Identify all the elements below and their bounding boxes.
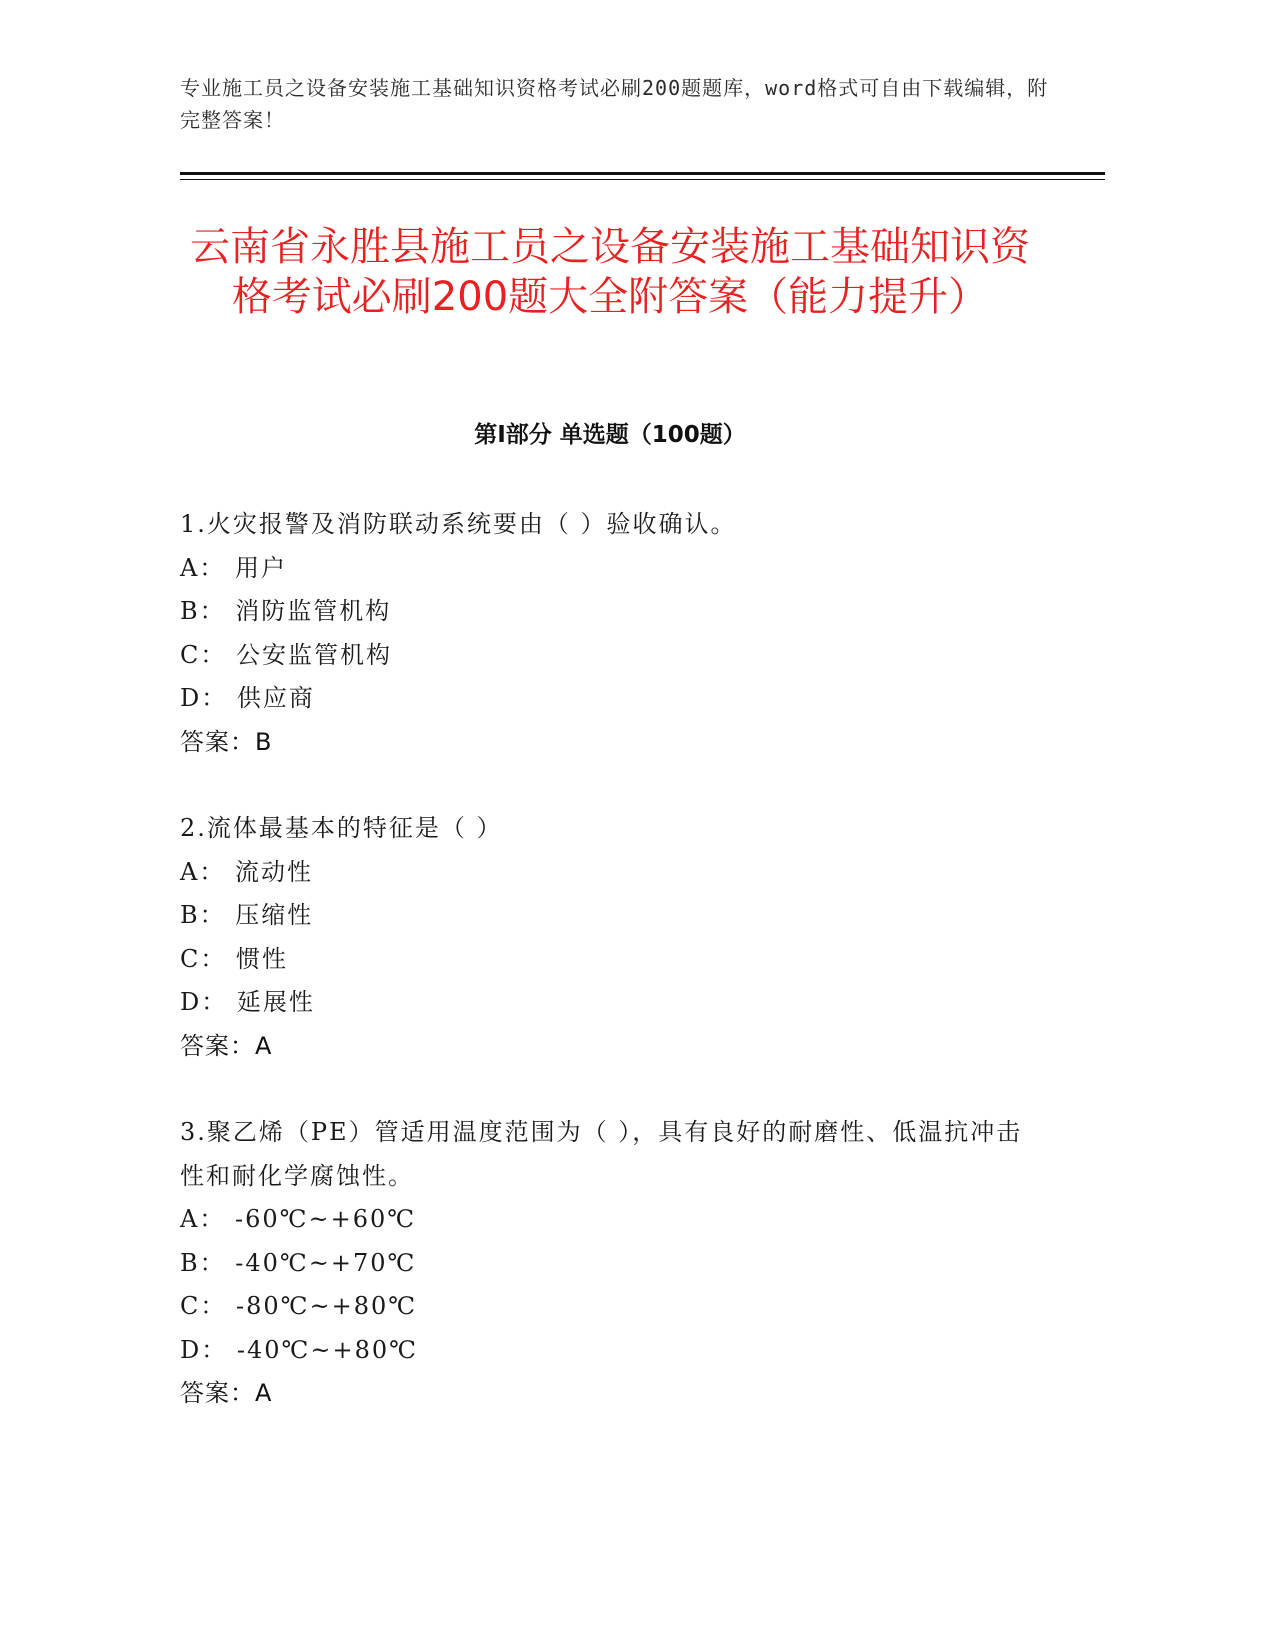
option-text: -60℃~+60℃ xyxy=(234,1205,417,1233)
option-b: B： 压缩性 xyxy=(180,894,1040,938)
option-d: D： 延展性 xyxy=(180,981,1040,1025)
option-key: C xyxy=(180,1292,201,1320)
option-key: D xyxy=(180,988,202,1016)
option-d: D： 供应商 xyxy=(180,677,1040,721)
answer-label: 答案：A xyxy=(180,1379,273,1407)
option-key: A xyxy=(180,1205,200,1233)
option-d: D： -40℃~+80℃ xyxy=(180,1329,1040,1373)
option-key: D xyxy=(180,1335,202,1364)
header-divider-thin xyxy=(180,179,1105,180)
option-text: 供应商 xyxy=(236,684,315,712)
option-a: A： -60℃~+60℃ xyxy=(180,1198,1040,1242)
option-a: A： 流动性 xyxy=(180,851,1040,895)
option-text: 用户 xyxy=(234,553,287,582)
option-key: B xyxy=(180,1248,200,1277)
answer-label: 答案：A xyxy=(180,1031,273,1060)
option-b: B： 消防监管机构 xyxy=(180,590,1040,634)
option-text: 流动性 xyxy=(234,857,313,886)
option-text: 压缩性 xyxy=(235,901,314,929)
option-b: B： -40℃~+70℃ xyxy=(180,1242,1040,1286)
section-heading: 第I部分 单选题（100题） xyxy=(474,422,746,448)
option-text: 消防监管机构 xyxy=(235,597,392,625)
option-text: 延展性 xyxy=(236,988,315,1016)
question-item xyxy=(180,503,1040,764)
option-c: C： -80℃~+80℃ xyxy=(180,1285,1040,1329)
option-key: D xyxy=(180,684,202,712)
question-stem: 3.聚乙烯（PE）管适用温度范围为（ ），具有良好的耐磨性、低温抗冲击性和耐化学腐蚀性。 xyxy=(180,1118,1023,1190)
answer-label: 答案：B xyxy=(180,727,273,756)
option-key: C xyxy=(180,944,201,973)
option-c: C： 惯性 xyxy=(180,938,1040,982)
option-text: 公安监管机构 xyxy=(236,640,393,669)
option-text: -80℃~+80℃ xyxy=(236,1292,418,1320)
option-key: B xyxy=(180,901,200,929)
question-item xyxy=(180,807,1040,1068)
header-divider-thick xyxy=(180,172,1105,175)
option-key: C xyxy=(180,640,201,669)
option-text: 惯性 xyxy=(236,944,289,973)
header-note: 专业施工员之设备安装施工基础知识资格考试必刷200题题库，word格式可自由下载编辑，附完整答案！ xyxy=(180,76,1049,132)
option-text: -40℃~+80℃ xyxy=(236,1335,418,1364)
option-key: A xyxy=(180,553,200,582)
option-c: C： 公安监管机构 xyxy=(180,634,1040,678)
option-key: B xyxy=(180,597,200,625)
option-key: A xyxy=(180,857,200,886)
question-stem: 2.流体最基本的特征是（ ） xyxy=(180,814,503,842)
option-a: A： 用户 xyxy=(180,547,1040,591)
question-item xyxy=(180,1111,1040,1416)
question-stem: 1.火灾报警及消防联动系统要由（ ）验收确认。 xyxy=(180,510,737,538)
question-list xyxy=(180,503,1040,1459)
document-title: 云南省永胜县施工员之设备安装施工基础知识资格考试必刷200题大全附答案（能力提升） xyxy=(190,224,1030,320)
option-text: -40℃~+70℃ xyxy=(235,1248,417,1277)
